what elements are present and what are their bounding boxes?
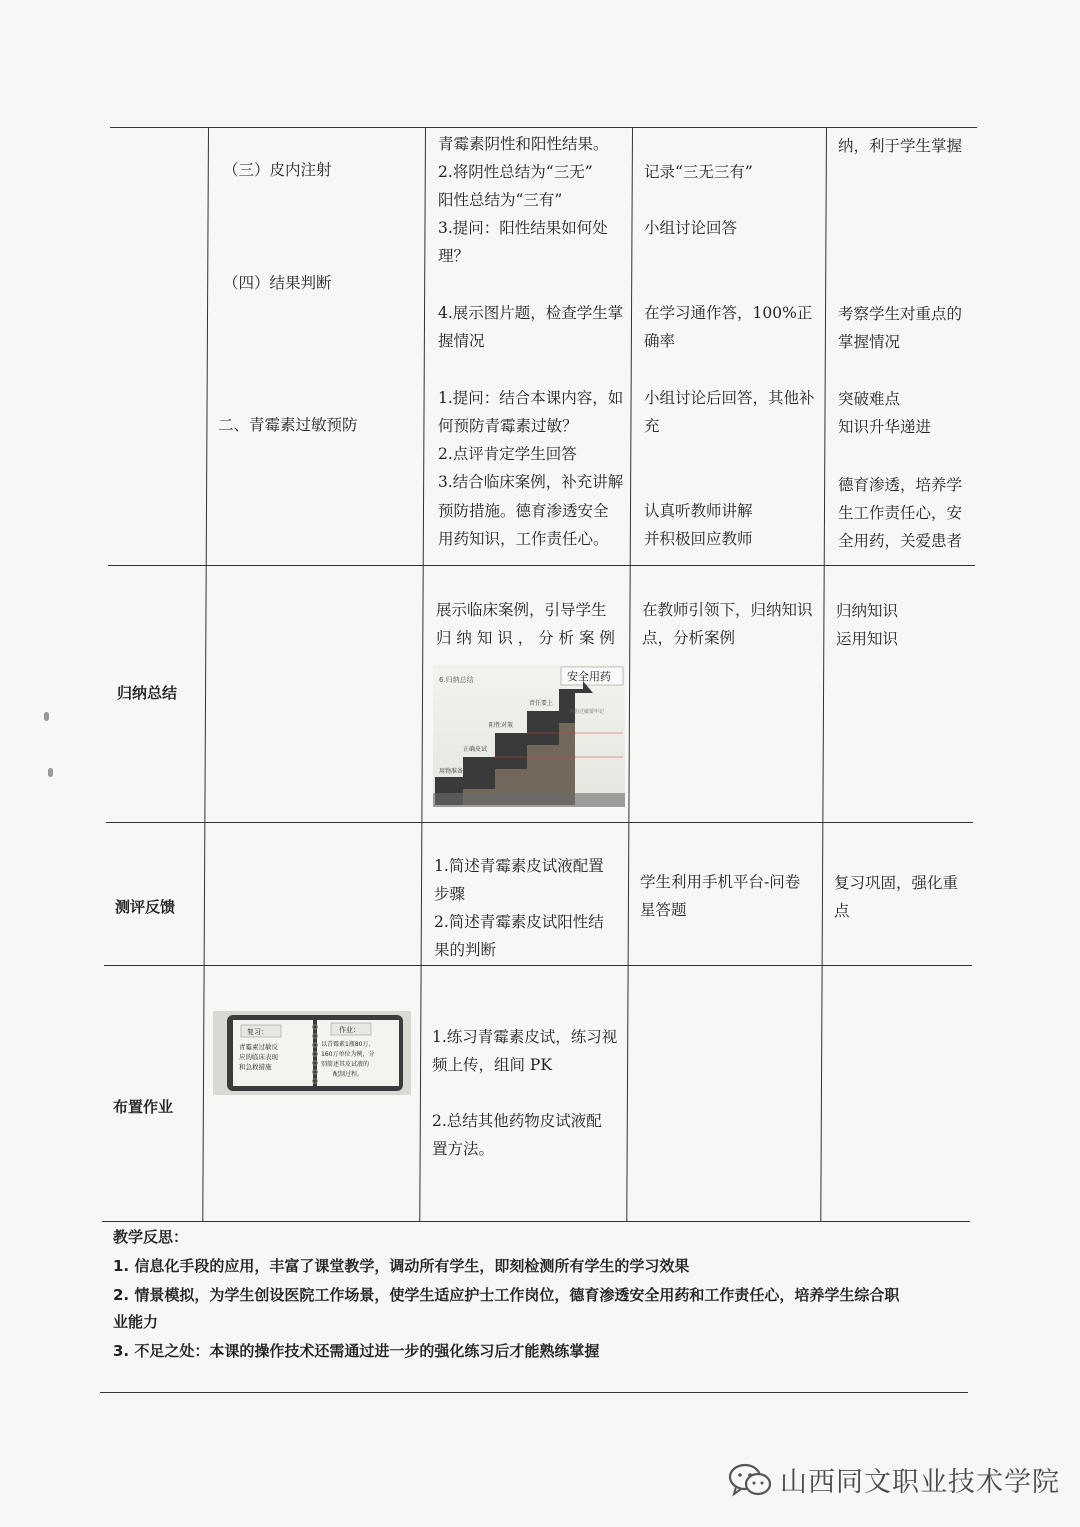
teacher-activity-line: 3.结合临床案例，补充讲解	[438, 473, 624, 491]
assessment-teacher-line: 步骤	[434, 885, 466, 903]
notebook-right-line: 以青霉素1瓶80万、	[321, 1041, 375, 1048]
assessment-student-line: 星答题	[640, 901, 687, 919]
wechat-icon	[728, 1463, 772, 1497]
col-line-4	[820, 127, 827, 1221]
reflection-item: 业能力	[113, 1313, 159, 1331]
table-top-rule	[110, 127, 977, 128]
reflection-bottom-rule	[100, 1392, 968, 1393]
notebook-right-line: 配制过程。	[333, 1071, 364, 1078]
student-activity-line: 确率	[644, 332, 676, 350]
student-activity-line: 认真听教师讲解	[644, 502, 753, 520]
design-intent-line: 考察学生对重点的	[838, 305, 963, 323]
homework-teacher-line: 1.练习青霉素皮试，练习视	[432, 1028, 618, 1046]
col-line-1	[202, 127, 209, 1221]
section-result-judgement: （四）结果判断	[223, 274, 332, 292]
notebook-graphic	[213, 1011, 411, 1095]
student-activity-line: 并积极回应教师	[644, 530, 753, 548]
design-intent-line: 纳，利于学生掌握	[838, 137, 963, 155]
teacher-activity-line: 青霉素阴性和阳性结果。	[438, 135, 609, 153]
wechat-watermark	[728, 1460, 1060, 1499]
teacher-activity-line: 3.提问：阳性结果如何处	[438, 219, 608, 237]
summary-student-line: 在教师引领下，归纳知识	[642, 601, 813, 619]
teacher-activity-line: 何预防青霉素过敏？	[438, 417, 578, 435]
teacher-activity-line: 1.提问：结合本课内容，如	[438, 389, 624, 407]
reflection-title: 教学反思：	[113, 1228, 189, 1246]
teacher-activity-line: 握情况	[438, 332, 485, 350]
reflection-item: 1. 信息化手段的应用，丰富了课堂教学，调动所有学生，即刻检测所有学生的学习效果	[113, 1257, 690, 1275]
notebook-right-line: 别简述其皮试液的	[321, 1061, 370, 1068]
row-title-assessment: 测评反馈	[115, 898, 176, 916]
scan-speck	[44, 712, 49, 721]
assessment-intent-line: 复习巩固，强化重	[834, 874, 959, 892]
summary-teacher-line: 展示临床案例，引导学生	[436, 601, 607, 619]
design-intent-line: 突破难点	[838, 390, 901, 408]
col-line-2	[419, 127, 426, 1221]
row-title-homework: 布置作业	[113, 1098, 174, 1116]
assessment-teacher-line: 2.简述青霉素皮试阳性结	[434, 913, 604, 931]
notebook-right-title: 作业：	[339, 1026, 360, 1034]
student-activity-line: 充	[644, 417, 660, 435]
row-divider-2	[106, 822, 973, 823]
design-intent-line: 全用药，关爱患者	[838, 532, 963, 550]
teacher-activity-line: 理？	[438, 247, 470, 265]
assessment-intent-line: 点	[834, 902, 850, 920]
staircase-step-1: 用物准备	[439, 768, 464, 775]
reflection-item: 2. 情景模拟，为学生创设医院工作场景，使学生适应护士工作岗位，德育渗透安全用药和工作责任心，培养学生综合职	[113, 1286, 900, 1304]
assessment-teacher-line: 果的判断	[434, 941, 497, 959]
teacher-activity-line: 用药知识，工作责任心。	[438, 530, 609, 548]
staircase-graphic	[433, 665, 625, 807]
staircase-step-3: 阳性对策	[489, 722, 514, 729]
homework-teacher-line: 频上传，组间 PK	[432, 1056, 552, 1074]
design-intent-line: 生工作责任心，安	[838, 504, 963, 522]
homework-teacher-line: 置方法。	[432, 1140, 495, 1158]
scan-speck	[48, 768, 53, 777]
summary-student-line: 点，分析案例	[642, 629, 736, 647]
row-divider-4	[102, 1221, 970, 1222]
assessment-student-line: 学生利用手机平台-问卷	[640, 873, 801, 891]
reflection-item: 3. 不足之处：本课的操作技术还需通过进一步的强化练习后才能熟练掌握	[113, 1342, 600, 1360]
staircase-heading: 6.归纳总结	[439, 676, 474, 684]
staircase-step-2: 正确皮试	[463, 746, 488, 753]
notebook-left-title: 复习：	[247, 1028, 268, 1036]
row-title-summary: 归纳总结	[117, 684, 178, 702]
teacher-activity-line: 预防措施。德育渗透安全	[438, 502, 609, 520]
teacher-activity-line: 2.点评肯定学生回答	[438, 445, 577, 463]
section-intradermal-injection: （三）皮内注射	[223, 161, 332, 179]
row-divider-1	[108, 565, 975, 566]
watermark-text: 山西同文职业技术学院	[780, 1467, 1060, 1498]
teacher-activity-line: 阳性总结为“三有”	[438, 191, 563, 209]
student-activity-line: 记录“三无三有”	[644, 163, 753, 181]
notebook-right-line: 160万单位为例，分	[321, 1051, 375, 1058]
notebook-left-line: 青霉素过敏反	[239, 1043, 278, 1051]
summary-intent-line: 运用知识	[836, 630, 899, 648]
assessment-teacher-line: 1.简述青霉素皮试液配置	[434, 857, 604, 875]
staircase-note: 预防过敏要牢记	[569, 709, 605, 715]
design-intent-line: 德育渗透，培养学	[838, 476, 963, 494]
design-intent-line: 掌握情况	[838, 333, 901, 351]
notebook-left-line: 应的临床表现	[239, 1053, 278, 1061]
homework-notebook-image	[213, 1011, 411, 1095]
homework-teacher-line: 2.总结其他药物皮试液配	[432, 1112, 602, 1130]
section-allergy-prevention: 二、青霉素过敏预防	[218, 416, 358, 434]
col-line-3	[626, 127, 633, 1221]
teacher-activity-line: 4.展示图片题，检查学生掌	[438, 304, 624, 322]
staircase-step-4: 责任要上	[529, 700, 554, 707]
staircase-banner: 安全用药	[567, 670, 611, 683]
student-activity-line: 在学习通作答，100%正	[644, 304, 813, 322]
student-activity-line: 小组讨论回答	[644, 219, 738, 237]
design-intent-line: 知识升华递进	[838, 418, 932, 436]
summary-teacher-line: 归 纳 知 识 ， 分 析 案 例	[436, 629, 615, 647]
summary-staircase-image	[433, 665, 625, 807]
row-divider-3	[104, 965, 972, 966]
summary-intent-line: 归纳知识	[836, 602, 899, 620]
notebook-left-line: 和急救措施	[239, 1063, 272, 1071]
teacher-activity-line: 2.将阴性总结为“三无”	[438, 163, 593, 181]
student-activity-line: 小组讨论后回答，其他补	[644, 389, 815, 407]
